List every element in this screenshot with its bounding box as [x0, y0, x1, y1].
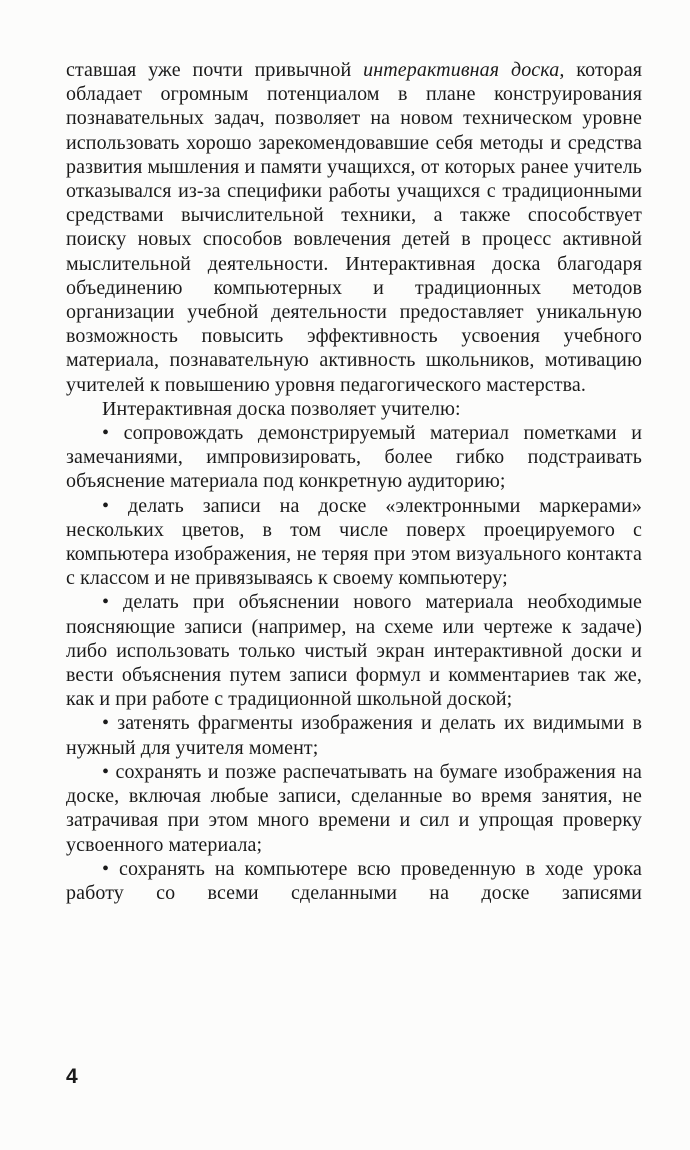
- body-text: [66, 58, 642, 905]
- bullet-item-3: • делать при объяснении нового материала необходимые поясняющие записи (например, на схеме или чертеже к задаче) либо использовать только чистый экран интерактивной доски и вести объяснения путем записи формул и комментариев так же, как и при работе с традиционной школьной доской;: [66, 591, 642, 711]
- list-intro: Интерактивная доска позволяет учителю:: [102, 397, 461, 420]
- paragraph-rest: которая обладает огромным потенциалом в плане конструирования познавательных задач, позволяет на новом техническом уровне использовать хорошо зарекомендовавшие себя методы и средства развития мышления и памяти учащихся, от которых ранее учитель отказывался из-за специфики работы учащихся с традиционными средствами вычислительной техники, а также способствует поиску новых способов вовлечения детей в процесс активной мыслительной деятельности. Интерактивная доска благодаря объединению компьютерных и традиционных методов организации учебной деятельности предоставляет уникальную возможность повысить эффективность усвоения учебного материала, познавательную активность школьников, мотивацию учителей к повышению уровня педагогического мастерства.: [66, 59, 642, 396]
- bullet-item-6: • сохранять на компьютере всю проведенную в ходе урока работу со всеми сделанными на доске записями: [66, 857, 642, 904]
- emphasized-term: интерактивная доска,: [363, 59, 565, 81]
- bullet-item-4: • затенять фрагменты изображения и делать их видимыми в нужный для учителя момент;: [66, 712, 642, 759]
- bullet-item-5: • сохранять и позже распечатывать на бумаге изображения на доске, включая любые записи, сделанные во время занятия, не затрачивая при этом много времени и сил и упрощая проверку усвоенного материала;: [66, 760, 642, 856]
- paragraph-continuation: [66, 58, 642, 397]
- paragraph-intro: ставшая уже почти привычной: [66, 59, 364, 81]
- page-number: 4: [66, 1065, 78, 1088]
- bullet-item-2: • делать записи на доске «электронными маркерами» нескольких цветов, в том числе поверх проецируемого с компьютера изображения, не теряя при этом визуального контакта с классом и не привязываясь к своему компьютеру;: [66, 494, 642, 590]
- bullet-item-1: • сопровождать демонстрируемый материал пометками и замечаниями, импровизировать, более гибко подстраивать объяснение материала под конкретную аудиторию;: [66, 422, 642, 493]
